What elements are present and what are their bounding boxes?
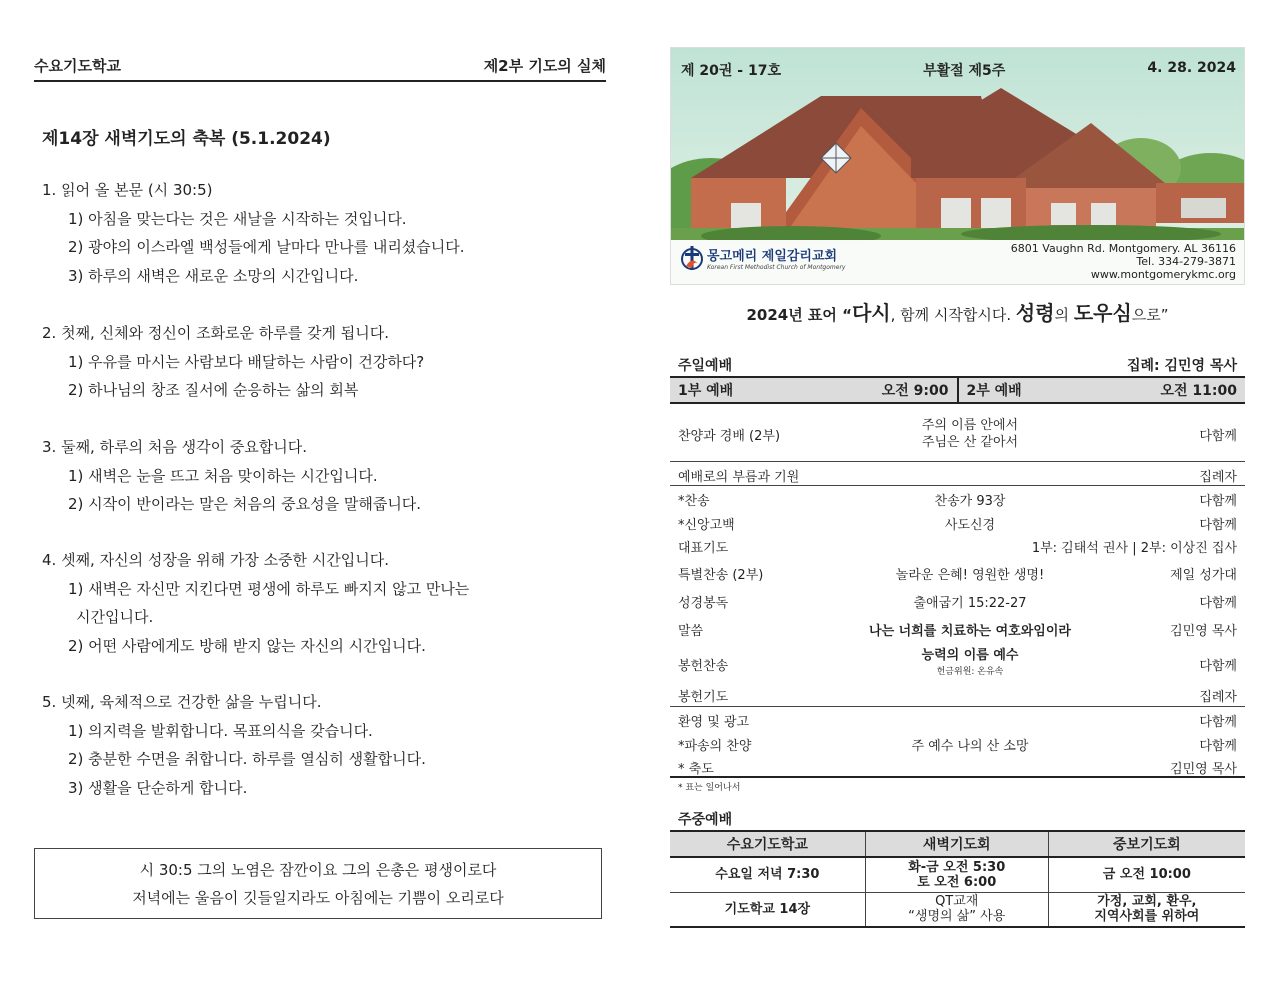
- section-item: 1) 우유를 마시는 사람보다 배달하는 사람이 건강하다?: [68, 352, 425, 371]
- section-item: 시간입니다.: [76, 608, 154, 626]
- motto-word: , 함께 시작합시다.: [890, 306, 1016, 324]
- motto-word: 성령: [1015, 301, 1055, 325]
- section-heading: 4. 셋째, 자신의 성장을 위해 가장 소중한 시간입니다.: [42, 551, 390, 569]
- order-leader: 다함께: [1199, 429, 1237, 444]
- right-page: [670, 47, 1245, 925]
- table-cell: [865, 892, 1048, 927]
- quote-line: 시 30:5 그의 노염은 잠깐이요 그의 은총은 평생이로다: [139, 860, 497, 879]
- presider: 집례: 김민영 목사: [1126, 358, 1237, 374]
- year-motto: [670, 297, 1245, 326]
- weekly-schedule-table: [670, 830, 1245, 928]
- order-detail: 놀라운 은혜! 영원한 생명!: [895, 568, 1045, 583]
- column-header: 수요기도학교: [670, 831, 865, 857]
- motto-prefix: 2024년 표어 “: [746, 306, 852, 324]
- sermon-title: 나는 너희를 치료하는 여호와임이라: [869, 624, 1071, 639]
- table-cell: [865, 857, 1048, 892]
- column-header: 중보기도회: [1048, 831, 1245, 857]
- bulletin-date: 4. 28. 2024: [1147, 60, 1236, 76]
- motto-word: 으로”: [1131, 306, 1169, 324]
- order-item: 특별찬송 (2부): [678, 568, 764, 583]
- offering-committee: 헌금위원: 온유속: [936, 667, 1004, 677]
- table-cell: 수요일 저녁 7:30: [670, 857, 865, 892]
- order-leader: 다함께: [1199, 494, 1237, 509]
- scripture-quote-box: [34, 848, 602, 919]
- table-cell: 금 오전 10:00: [1048, 857, 1245, 892]
- order-item: 봉헌찬송: [678, 659, 729, 674]
- bulletin-info-bar: [681, 60, 1236, 80]
- left-header-title: 수요기도학교: [34, 56, 121, 75]
- section-heading: 1. 읽어 올 본문 (시 30:5): [42, 181, 213, 199]
- motto-word: 다시: [851, 301, 891, 325]
- order-item: *찬송: [678, 494, 710, 509]
- cell-line: 토 오전 6:00: [917, 874, 997, 890]
- church-address: 6801 Vaughn Rd. Montgomery. AL 36116: [1010, 242, 1236, 255]
- order-item: 찬양과 경배 (2부): [678, 429, 781, 444]
- cell-line: QT교재: [935, 894, 979, 910]
- service-times-bar: [670, 376, 1245, 404]
- cross-flame-icon: [681, 244, 703, 272]
- section-2: [42, 319, 424, 405]
- weekly-worship-title: 주중예배: [678, 812, 733, 828]
- quote-line: 저녁에는 울음이 깃들일지라도 아침에는 기쁨이 오리로다: [132, 888, 504, 907]
- order-detail: 찬송가 93장: [934, 494, 1006, 509]
- section-item: 2) 충분한 수면을 취합니다. 하루를 열심히 생활합니다.: [68, 750, 426, 768]
- liturgical-season: 부활절 제5주: [923, 63, 1006, 79]
- service-name: 1부 예배: [678, 383, 734, 399]
- order-leader: 김민영 목사: [1170, 762, 1237, 777]
- section-item: 1) 새벽은 눈을 뜨고 처음 맞이하는 시간입니다.: [68, 466, 378, 485]
- section-item: 3) 하루의 새벽은 새로운 소망의 시간입니다.: [68, 266, 359, 285]
- first-service: [670, 378, 959, 402]
- praise-song: 주의 이름 안에서: [921, 418, 1019, 433]
- church-logo: [681, 244, 845, 272]
- order-leader: 다함께: [1199, 596, 1237, 611]
- service-time: 오전 11:00: [1160, 383, 1237, 399]
- order-item: 환영 및 광고: [678, 715, 750, 730]
- motto-word: 도우심: [1073, 301, 1132, 325]
- order-detail: 주 예수 나의 산 소망: [911, 739, 1029, 754]
- cell-line: 지역사회를 위하여: [1094, 909, 1200, 925]
- offertory-hymn: 능력의 이름 예수: [921, 648, 1019, 663]
- section-heading: 3. 둘째, 하루의 처음 생각이 중요합니다.: [42, 438, 308, 456]
- order-item: 예배로의 부름과 기원: [678, 470, 800, 485]
- section-3: [42, 433, 421, 519]
- chapter-title: 제14장 새벽기도의 축복 (5.1.2024): [42, 129, 331, 149]
- service-name: 2부 예배: [966, 383, 1022, 399]
- table-row: [670, 892, 1245, 927]
- order-leader: 1부: 김태석 권사 | 2부: 이상진 집사: [1031, 541, 1237, 556]
- church-phone: Tel. 334-279-3871: [1136, 255, 1236, 268]
- section-item: 1) 새벽은 자신만 지킨다면 평생에 하루도 빠지지 않고 만나는: [68, 579, 470, 598]
- volume-number: 제 20권 - 17호: [681, 63, 781, 79]
- left-page: [34, 50, 606, 797]
- divider: [670, 706, 1245, 707]
- section-heading: 5. 넷째, 육체적으로 건강한 삶을 누립니다.: [42, 693, 322, 711]
- order-detail: 사도신경: [944, 518, 996, 533]
- table-row: [670, 857, 1245, 892]
- church-contact: [1011, 242, 1236, 281]
- divider: [670, 461, 1245, 462]
- church-name-english: Korean First Methodist Church of Montgomery: [707, 264, 846, 271]
- divider: [670, 485, 1245, 486]
- order-item: 말씀: [678, 624, 704, 639]
- table-cell: 기도학교 14장: [670, 892, 865, 927]
- order-item: *신앙고백: [678, 518, 735, 533]
- church-info-strip: [671, 240, 1244, 284]
- sunday-worship-header: [678, 355, 1237, 375]
- section-item: 2) 시작이 반이라는 말은 처음의 중요성을 말해줍니다.: [68, 495, 422, 513]
- second-service: [959, 378, 1246, 402]
- column-header: 새벽기도회: [865, 831, 1048, 857]
- section-item: 1) 의지력을 발휘합니다. 목표의식을 갖습니다.: [68, 721, 373, 740]
- order-item: * 축도: [678, 762, 714, 777]
- order-leader: 다함께: [1199, 518, 1237, 533]
- left-header-part: 제2부 기도의 실체: [483, 56, 606, 75]
- section-item: 2) 하나님의 창조 질서에 순응하는 삶의 회복: [68, 381, 359, 399]
- left-header: [34, 50, 606, 82]
- table-cell: [1048, 892, 1245, 927]
- section-item: 2) 어떤 사람에게도 방해 받지 않는 자신의 시간입니다.: [68, 636, 426, 655]
- order-leader: 집례자: [1199, 470, 1237, 485]
- praise-song: 주님은 산 같아서: [921, 435, 1019, 450]
- standing-note: * 표는 일어나서: [678, 783, 741, 793]
- order-item: 대표기도: [678, 541, 729, 556]
- cell-line: 가정, 교회, 환우,: [1097, 894, 1197, 910]
- order-item: *파송의 찬양: [678, 739, 752, 754]
- cell-line: “생명의 삶” 사용: [908, 909, 1006, 925]
- church-name-korean: 몽고메리 제일감리교회: [707, 249, 838, 264]
- section-5: [42, 688, 426, 802]
- order-leader: 김민영 목사: [1170, 624, 1237, 639]
- order-item: 봉헌기도: [678, 690, 729, 705]
- order-item: 성경봉독: [678, 596, 729, 611]
- order-detail: 출애굽기 15:22-27: [913, 596, 1027, 611]
- order-leader: 제일 성가대: [1170, 568, 1237, 583]
- section-1: [42, 176, 465, 290]
- section-heading: 2. 첫째, 신체와 정신이 조화로운 하루를 갖게 됩니다.: [42, 324, 390, 342]
- section-4: [42, 546, 469, 660]
- cell-line: 화-금 오전 5:30: [908, 859, 1006, 875]
- section-item: 2) 광야의 이스라엘 백성들에게 날마다 만나를 내리셨습니다.: [68, 238, 465, 256]
- church-banner: [670, 47, 1245, 285]
- church-website[interactable]: www.montgomerykmc.org: [1090, 268, 1236, 281]
- order-leader: 다함께: [1199, 739, 1237, 754]
- sunday-worship-title: 주일예배: [678, 358, 733, 374]
- motto-word: 의: [1054, 306, 1074, 324]
- order-leader: 다함께: [1199, 715, 1237, 730]
- order-detail: [790, 417, 1150, 451]
- order-detail: [790, 648, 1150, 680]
- section-item: 3) 생활을 단순하게 합니다.: [68, 778, 248, 797]
- order-leader: 집례자: [1199, 690, 1237, 705]
- divider: [670, 776, 1245, 778]
- order-leader: 다함께: [1199, 659, 1237, 674]
- table-header-row: [670, 831, 1245, 857]
- service-time: 오전 9:00: [881, 383, 949, 399]
- section-item: 1) 아침을 맞는다는 것은 새날을 시작하는 것입니다.: [68, 209, 407, 228]
